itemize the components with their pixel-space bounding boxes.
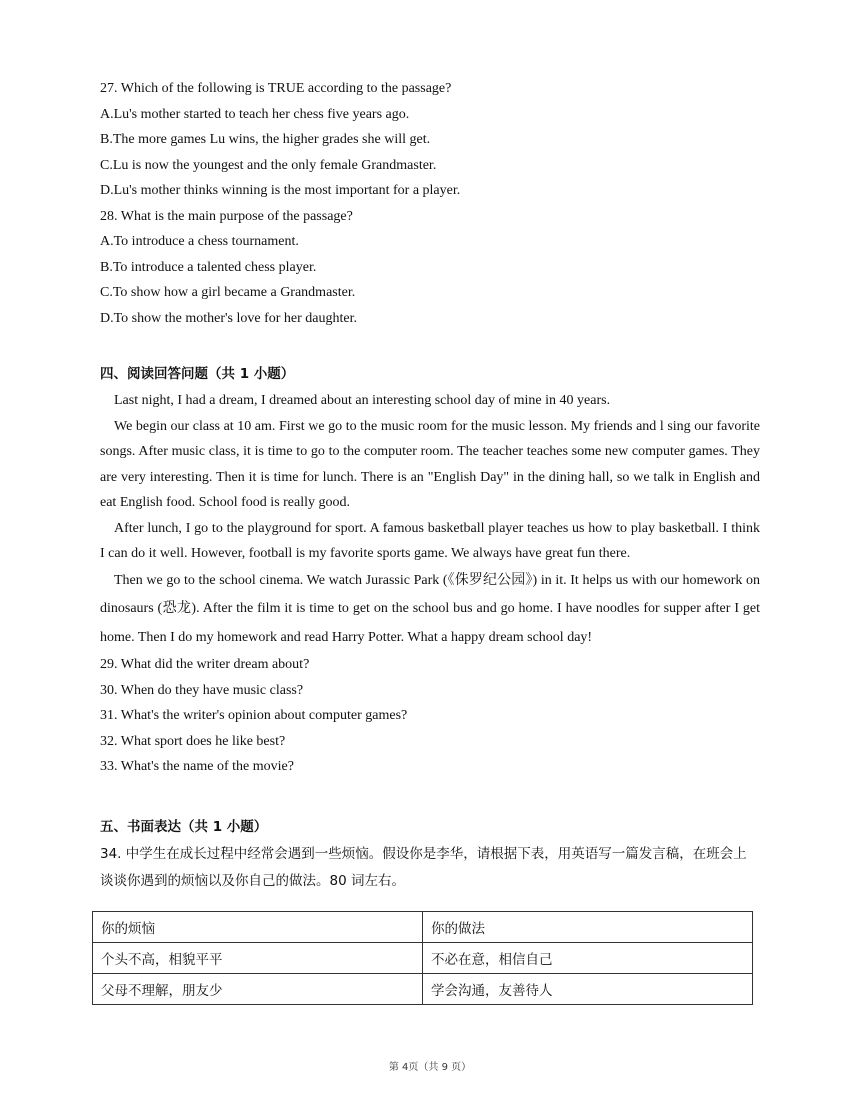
passage-paragraph-2: We begin our class at 10 am. First we go to the music room for the music lesson. My friends and l sing our favorite songs. After music class, it is time to go to the computer room. The teacher teaches some new computer games. They are very interesting. Then it is time for lunch. There is an "English Day" in the dining hall, so we talk in English and eat English food. School food is really good. <box>100 418 760 510</box>
question-31: 31. What's the writer's opinion about computer games? <box>100 708 408 723</box>
question-28-option-d: D.To show the mother's love for her daughter. <box>100 310 357 326</box>
page-footer: 第 4页（共 9 页） <box>388 1062 472 1073</box>
section-4-heading: 四、阅读回答问题（共 1 小题） <box>100 366 295 382</box>
table-header-cell: 你的烦恼 <box>93 912 423 943</box>
passage-paragraph-3: After lunch, I go to the playground for sport. A famous basketball player teaches us how to play basketball. I think I can do it well. However, football is my favorite sports game. We always have great fun there. <box>100 520 760 561</box>
question-27-option-b: B.The more games Lu wins, the higher grades she will get. <box>100 132 431 147</box>
question-30: 30. When do they have music class? <box>100 682 304 698</box>
question-27-stem: 27. Which of the following is TRUE according to the passage? <box>100 81 452 96</box>
question-28-stem: 28. What is the main purpose of the passage? <box>100 208 353 224</box>
question-33: 33. What's the name of the movie? <box>100 759 294 774</box>
question-28-option-b: B.To introduce a talented chess player. <box>100 259 317 275</box>
question-27-option-d: D.Lu's mother thinks winning is the most important for a player. <box>100 183 461 198</box>
question-28-option-a: A.To introduce a chess tournament. <box>100 234 299 249</box>
writing-prompt: 34. 中学生在成长过程中经常会遇到一些烦恼。假设你是李华，请根据下表，用英语写一篇发言稿，在班会上谈谈你遇到的烦恼以及你自己的做法。80 词左右。 <box>100 845 747 889</box>
passage-paragraph-1: Last night, I had a dream, I dreamed about an interesting school day of mine in 40 years. <box>114 393 611 408</box>
question-32: 32. What sport does he like best? <box>100 733 286 749</box>
table-header-cell: 你的做法 <box>423 912 753 943</box>
page-content <box>100 76 760 895</box>
table-cell: 父母不理解，朋友少 <box>93 974 423 1005</box>
question-27-option-a: A.Lu's mother started to teach her chess five years ago. <box>100 106 410 122</box>
question-27-block <box>100 76 760 204</box>
table-header-row <box>93 912 753 943</box>
question-28-block <box>100 204 760 332</box>
writing-table <box>92 911 753 1005</box>
table-cell: 不必在意，相信自己 <box>423 943 753 974</box>
table-cell: 学会沟通，友善待人 <box>423 974 753 1005</box>
passage-paragraph-4: Then we go to the school cinema. We watch Jurassic Park (《侏罗纪公园》) in it. It helps us with our homework on dinosaurs (恐龙). After the film it is time to get on the school bus and go home. I have noodles for supper after I get home. Then I do my homework and read Harry Potter. What a happy dream school day! <box>100 572 760 645</box>
question-28-option-c: C.To show how a girl became a Grandmaster. <box>100 285 356 300</box>
question-29: 29. What did the writer dream about? <box>100 657 310 672</box>
question-27-option-c: C.Lu is now the youngest and the only female Grandmaster. <box>100 157 437 173</box>
table-row <box>93 943 753 974</box>
table-row <box>93 974 753 1005</box>
table-cell: 个头不高，相貌平平 <box>93 943 423 974</box>
section-5-heading: 五、书面表达（共 1 小题） <box>100 818 268 835</box>
